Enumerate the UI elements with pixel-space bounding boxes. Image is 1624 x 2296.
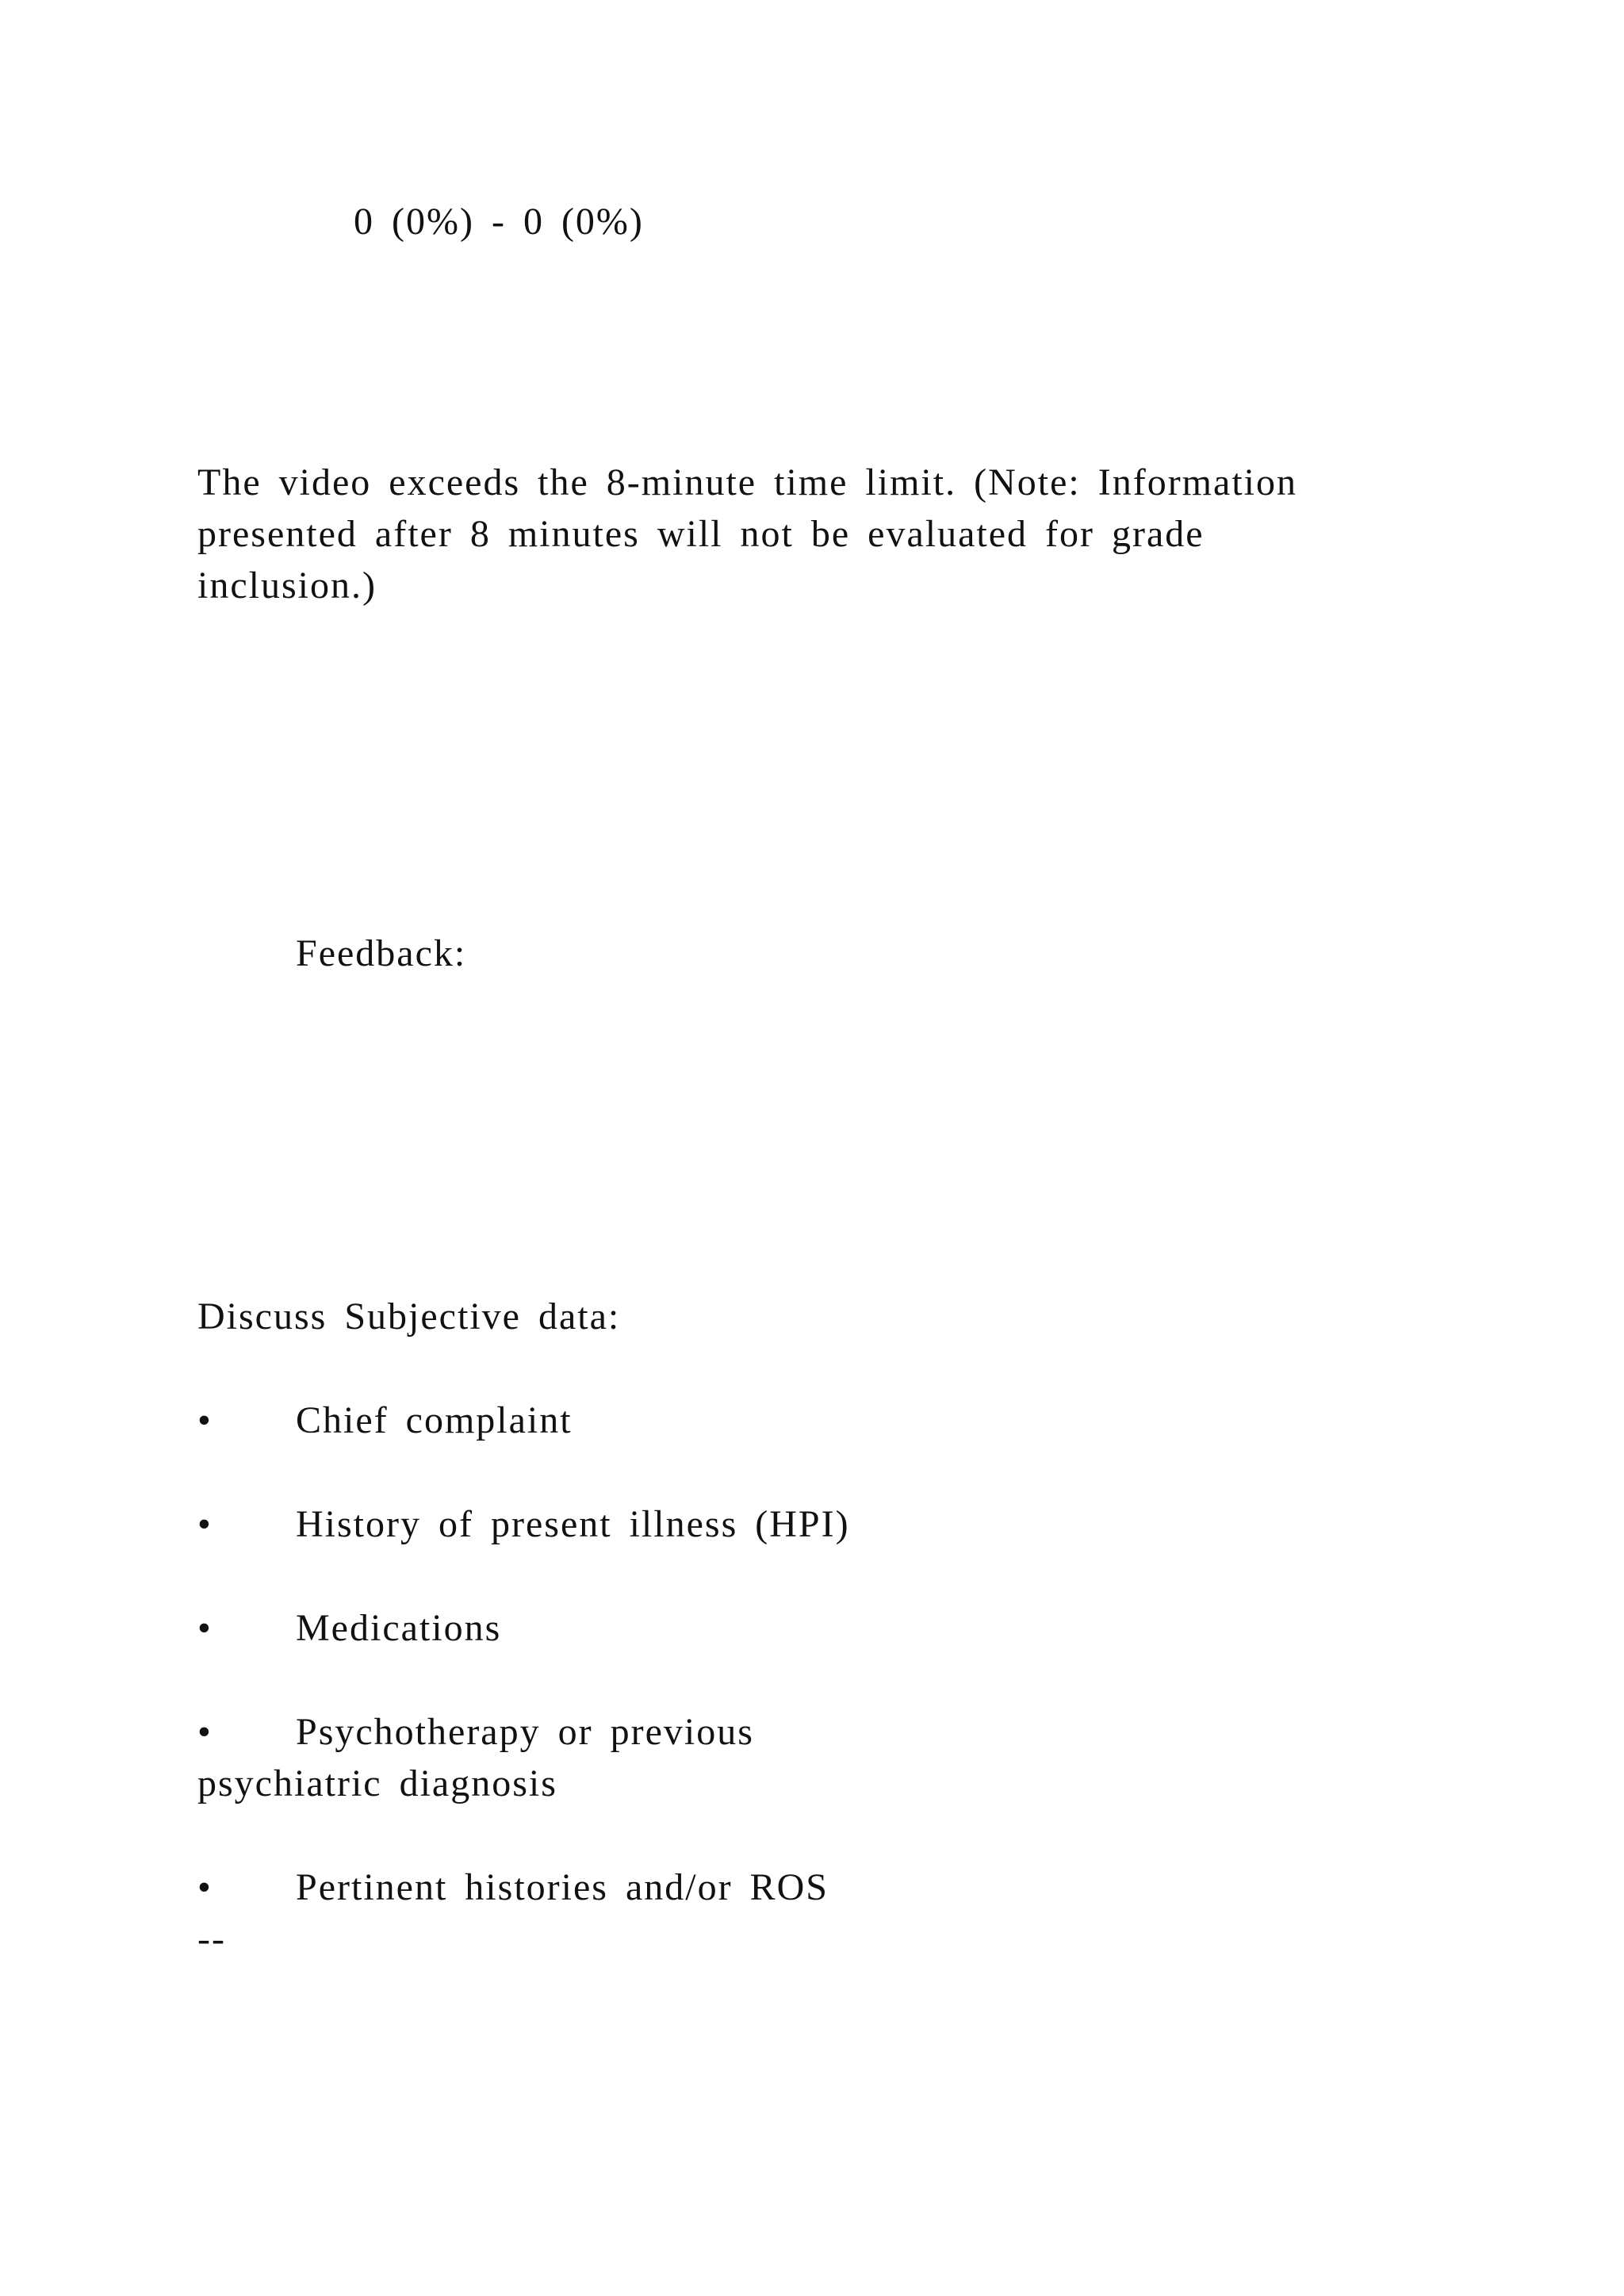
feedback-label: Feedback:: [296, 932, 467, 974]
bullet-icon: •: [197, 1503, 213, 1545]
list-item-continuation: psychiatric diagnosis: [197, 1762, 557, 1804]
score-range: 0 (0%) - 0 (0%): [354, 201, 644, 243]
bullet-icon: •: [197, 1607, 213, 1649]
list-item-text: Medications: [296, 1607, 502, 1649]
bullet-icon: •: [197, 1866, 213, 1908]
list-item-text: History of present illness (HPI): [296, 1503, 850, 1545]
criterion-text-line-1: The video exceeds the 8-minute time limit. (Note: Information: [197, 461, 1297, 503]
bullet-icon: •: [197, 1399, 213, 1441]
list-item-text: Pertinent histories and/or ROS: [296, 1866, 829, 1908]
criterion-text-line-3: inclusion.): [197, 564, 377, 607]
criterion-text-line-2: presented after 8 minutes will not be evaluated for grade: [197, 513, 1205, 555]
list-item-text: Chief complaint: [296, 1399, 573, 1441]
subjective-heading: Discuss Subjective data:: [197, 1295, 621, 1337]
bullet-icon: •: [197, 1711, 213, 1753]
list-item-text: Psychotherapy or previous: [296, 1711, 754, 1753]
page-break-marker: --: [197, 1918, 226, 1960]
